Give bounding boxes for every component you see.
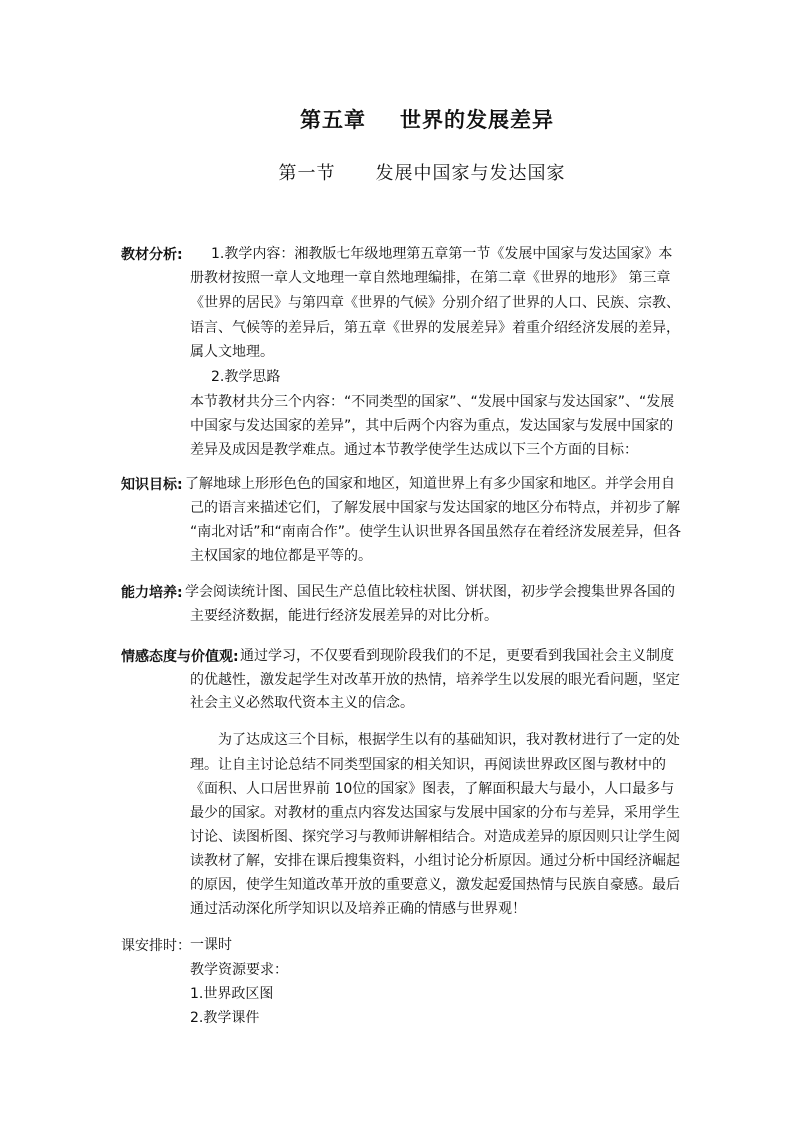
- analysis-line: 册教材按照一章人文地理一章自然地理编排，在第二章《世界的地形》 第三章: [190, 270, 671, 286]
- chapter-number: 第五章: [300, 108, 366, 132]
- paragraph-line: 通过活动深化所学知识以及培养正确的情感与世界观！: [190, 901, 526, 917]
- knowledge-line: “南北对话”和“南南合作”。使学生认识世界各国虽然存在着经济发展差异，但各: [190, 524, 682, 540]
- paragraph-line: 讨论、读图析图、探究学习与教师讲解相结合。对造成差异的原因则只让学生阅: [190, 829, 680, 845]
- analysis-line: 《世界的居民》与第四章《世界的气候》分别介绍了世界的人口、民族、宗教、: [190, 295, 680, 311]
- paragraph-line: 最少的国家。对教材的重点内容发达国家与发展中国家的分布与差异，采用学生: [190, 805, 680, 821]
- section-title: [0, 159, 794, 185]
- chapter-name: 世界的发展差异: [400, 108, 554, 132]
- analysis-label: 教材分析:: [121, 247, 183, 263]
- resources-label: 教学资源要求：: [190, 962, 288, 978]
- analysis-line: 1.教学内容：湘教版七年级地理第五章第一节《发展中国家与发达国家》本: [211, 246, 673, 262]
- analysis-line: 本节教材共分三个内容：“不同类型的国家”、“发展中国家与发达国家”、“发展: [190, 394, 675, 410]
- chapter-title: [0, 104, 794, 134]
- analysis-line: 差异及成因是教学难点。通过本节教学使学生达成以下三个方面的目标：: [190, 442, 638, 458]
- paragraph-line: 为了达成这三个目标，根据学生以有的基础知识，我对教材进行了一定的处: [218, 732, 680, 748]
- analysis-line: 属人文地理。: [190, 344, 274, 360]
- knowledge-line: 己的语言来描述它们，了解发展中国家与发达国家的地区分布特点，并初步了解: [190, 500, 680, 516]
- section-name: 发展中国家与发达国家: [375, 163, 566, 184]
- emotion-line: 通过学习，不仅要看到现阶段我们的不足，更要看到我国社会主义制度: [240, 648, 674, 664]
- analysis-line: 2.教学思路: [211, 369, 281, 385]
- resource-item: 1.世界政区图: [190, 986, 274, 1002]
- schedule-label: 课安排时：: [121, 938, 191, 954]
- section-number: 第一节: [278, 163, 336, 184]
- analysis-line: 中国家与发达国家的差异”，其中后两个内容为重点，发达国家与发展中国家的: [190, 418, 674, 434]
- paragraph-line: 读教材了解，安排在课后搜集资料，小组讨论分析原因。通过分析中国经济崛起: [190, 853, 680, 869]
- paragraph-line: 的原因，使学生知道改革开放的重要意义，激发起爱国热情与民族自豪感。最后: [190, 877, 680, 893]
- ability-line: 学会阅读统计图、国民生产总值比较柱状图、饼状图，初步学会搜集世界各国的: [185, 584, 675, 600]
- emotion-line: 的优越性，激发起学生对改革开放的热情，培养学生以发展的眼光看问题，坚定: [190, 672, 680, 688]
- ability-line: 主要经济数据，能进行经济发展差异的对比分析。: [190, 608, 498, 624]
- schedule-value: 一课时: [190, 937, 232, 953]
- knowledge-line: 了解地球上形形色色的国家和地区，知道世界上有多少国家和地区。并学会用自: [185, 476, 675, 492]
- emotion-line: 社会主义必然取代资本主义的信念。: [190, 695, 414, 711]
- analysis-line: 语言、气候等的差异后，第五章《世界的发展差异》着重介绍经济发展的差异，: [190, 320, 680, 336]
- knowledge-label: 知识目标:: [121, 477, 183, 493]
- knowledge-line: 主权国家的地位都是平等的。: [190, 548, 372, 564]
- emotion-label: 情感态度与价值观:: [121, 649, 239, 665]
- paragraph-line: 理。让自主讨论总结不同类型国家的相关知识，再阅读世界政区图与教材中的: [190, 757, 666, 773]
- resource-item: 2.教学课件: [190, 1010, 260, 1026]
- paragraph-line: 《面积、人口居世界前 10位的国家》图表，了解面积最大与最小，人口最多与: [190, 781, 675, 797]
- ability-label: 能力培养:: [121, 585, 183, 601]
